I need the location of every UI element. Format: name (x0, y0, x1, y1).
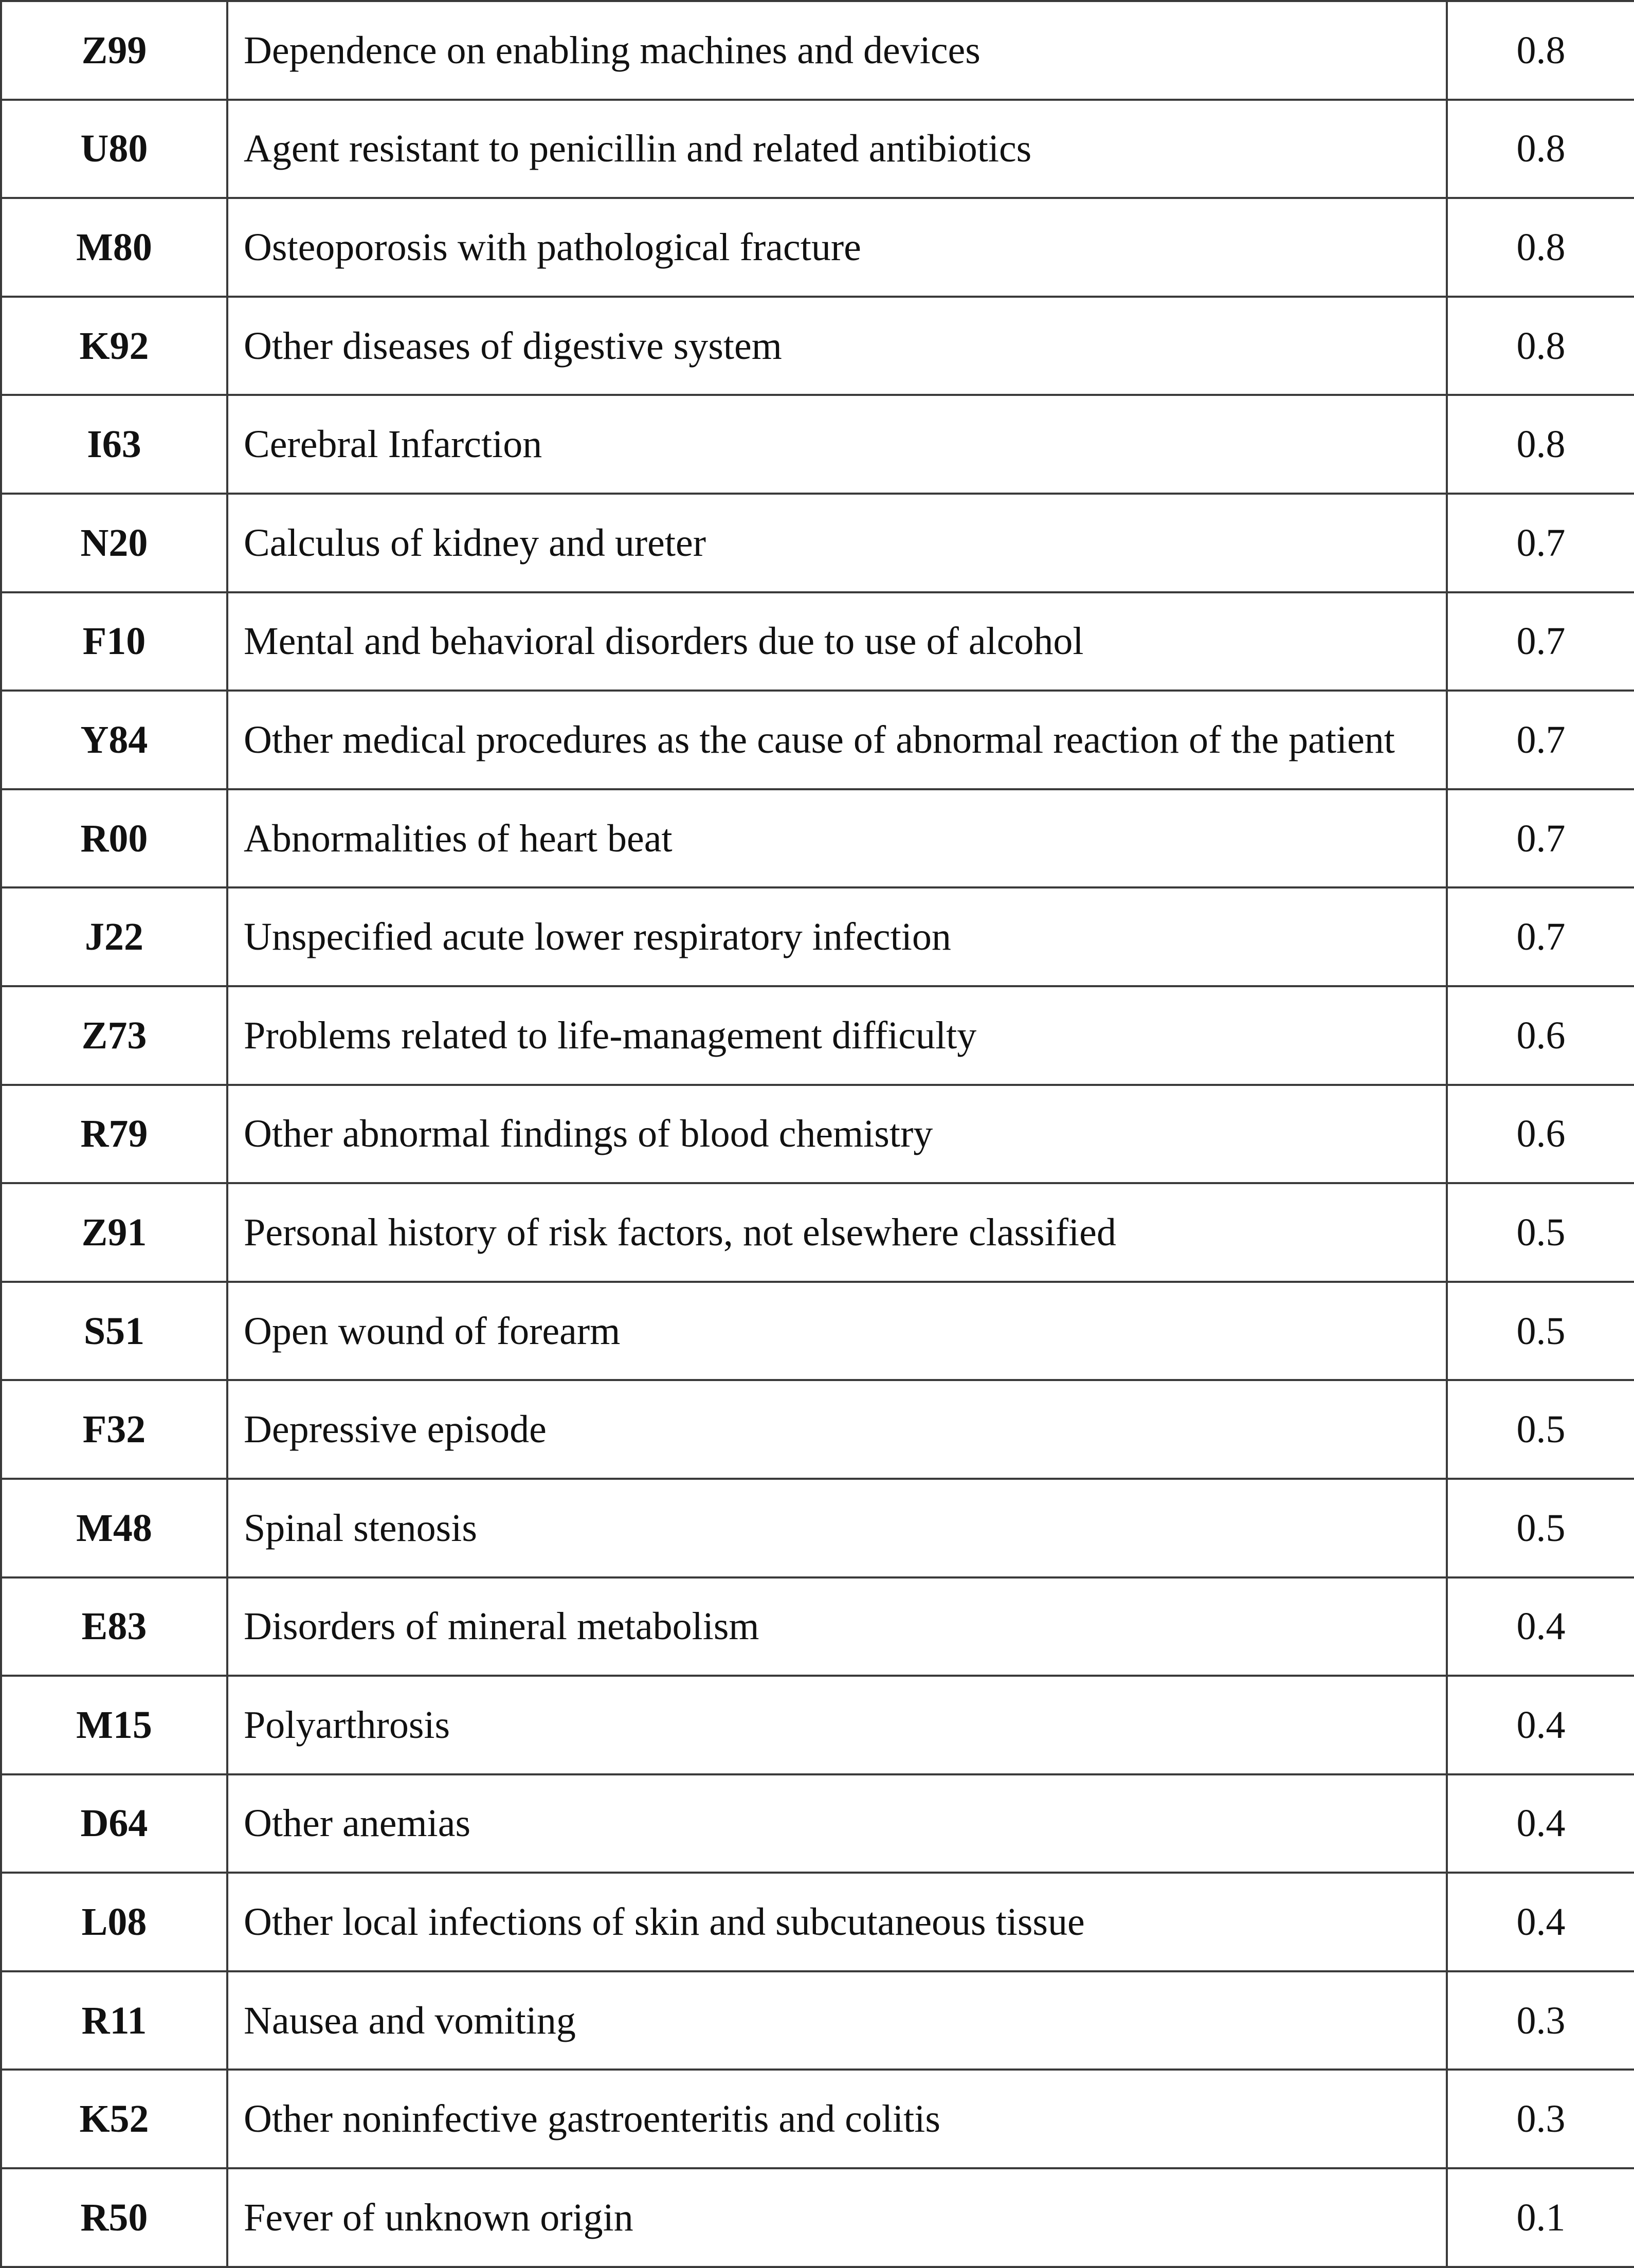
value-cell: 0.8 (1447, 395, 1634, 494)
description-cell: Personal history of risk factors, not elsewhere classified (227, 1183, 1447, 1282)
table-row (1, 2070, 1634, 2168)
table-row (1, 592, 1634, 691)
icd-code-cell: R00 (1, 789, 227, 888)
description-cell: Osteoporosis with pathological fracture (227, 198, 1447, 297)
icd-code-cell: K52 (1, 2070, 227, 2168)
table-row (1, 1676, 1634, 1774)
table-row (1, 1380, 1634, 1479)
table-row (1, 986, 1634, 1085)
table-row (1, 1282, 1634, 1381)
icd-code-cell: L08 (1, 1873, 227, 1971)
table-row (1, 494, 1634, 592)
description-cell: Cerebral Infarction (227, 395, 1447, 494)
value-cell: 0.7 (1447, 592, 1634, 691)
table-body (1, 1, 1634, 2267)
icd-code-cell: E83 (1, 1577, 227, 1676)
icd-code-cell: U80 (1, 100, 227, 198)
value-cell: 0.5 (1447, 1183, 1634, 1282)
icd-code-cell: Z73 (1, 986, 227, 1085)
description-cell: Fever of unknown origin (227, 2168, 1447, 2267)
description-cell: Other local infections of skin and subcutaneous tissue (227, 1873, 1447, 1971)
description-cell: Depressive episode (227, 1380, 1447, 1479)
table-row (1, 297, 1634, 395)
table-row (1, 100, 1634, 198)
value-cell: 0.7 (1447, 887, 1634, 986)
value-cell: 0.8 (1447, 198, 1634, 297)
value-cell: 0.3 (1447, 2070, 1634, 2168)
description-cell: Dependence on enabling machines and devices (227, 1, 1447, 100)
table-row (1, 1183, 1634, 1282)
icd-code-cell: F10 (1, 592, 227, 691)
table-row (1, 1873, 1634, 1971)
table-row (1, 691, 1634, 789)
value-cell: 0.7 (1447, 494, 1634, 592)
icd-code-cell: I63 (1, 395, 227, 494)
table-row (1, 2168, 1634, 2267)
value-cell: 0.4 (1447, 1873, 1634, 1971)
value-cell: 0.5 (1447, 1380, 1634, 1479)
icd-code-cell: D64 (1, 1774, 227, 1873)
table-row (1, 887, 1634, 986)
description-cell: Mental and behavioral disorders due to use of alcohol (227, 592, 1447, 691)
icd-code-cell: M80 (1, 198, 227, 297)
table-row (1, 1, 1634, 100)
description-cell: Open wound of forearm (227, 1282, 1447, 1381)
value-cell: 0.1 (1447, 2168, 1634, 2267)
table-row (1, 1971, 1634, 2070)
icd-code-cell: K92 (1, 297, 227, 395)
icd-code-cell: Z91 (1, 1183, 227, 1282)
description-cell: Nausea and vomiting (227, 1971, 1447, 2070)
description-cell: Disorders of mineral metabolism (227, 1577, 1447, 1676)
table-row (1, 198, 1634, 297)
table-row (1, 1577, 1634, 1676)
icd-code-cell: Y84 (1, 691, 227, 789)
value-cell: 0.6 (1447, 1085, 1634, 1184)
table-row (1, 1085, 1634, 1184)
value-cell: 0.4 (1447, 1676, 1634, 1774)
icd-code-cell: N20 (1, 494, 227, 592)
description-cell: Unspecified acute lower respiratory infection (227, 887, 1447, 986)
value-cell: 0.4 (1447, 1774, 1634, 1873)
icd-code-cell: J22 (1, 887, 227, 986)
description-cell: Spinal stenosis (227, 1479, 1447, 1577)
icd-code-cell: R50 (1, 2168, 227, 2267)
value-cell: 0.7 (1447, 789, 1634, 888)
icd-code-cell: R11 (1, 1971, 227, 2070)
description-cell: Other diseases of digestive system (227, 297, 1447, 395)
value-cell: 0.8 (1447, 1, 1634, 100)
icd-code-cell: Z99 (1, 1, 227, 100)
value-cell: 0.3 (1447, 1971, 1634, 2070)
icd-code-cell: M15 (1, 1676, 227, 1774)
value-cell: 0.8 (1447, 100, 1634, 198)
value-cell: 0.6 (1447, 986, 1634, 1085)
table-row (1, 789, 1634, 888)
value-cell: 0.4 (1447, 1577, 1634, 1676)
description-cell: Calculus of kidney and ureter (227, 494, 1447, 592)
description-cell: Polyarthrosis (227, 1676, 1447, 1774)
icd-code-cell: S51 (1, 1282, 227, 1381)
description-cell: Problems related to life-management difficulty (227, 986, 1447, 1085)
value-cell: 0.8 (1447, 297, 1634, 395)
value-cell: 0.5 (1447, 1282, 1634, 1381)
table-row (1, 1479, 1634, 1577)
description-cell: Other abnormal findings of blood chemistry (227, 1085, 1447, 1184)
table-row (1, 395, 1634, 494)
description-cell: Other noninfective gastroenteritis and colitis (227, 2070, 1447, 2168)
icd-code-cell: M48 (1, 1479, 227, 1577)
description-cell: Other anemias (227, 1774, 1447, 1873)
description-cell: Agent resistant to penicillin and related antibiotics (227, 100, 1447, 198)
icd-code-cell: R79 (1, 1085, 227, 1184)
description-cell: Abnormalities of heart beat (227, 789, 1447, 888)
value-cell: 0.5 (1447, 1479, 1634, 1577)
description-cell: Other medical procedures as the cause of abnormal reaction of the patient (227, 691, 1447, 789)
table-row (1, 1774, 1634, 1873)
value-cell: 0.7 (1447, 691, 1634, 789)
icd-code-cell: F32 (1, 1380, 227, 1479)
